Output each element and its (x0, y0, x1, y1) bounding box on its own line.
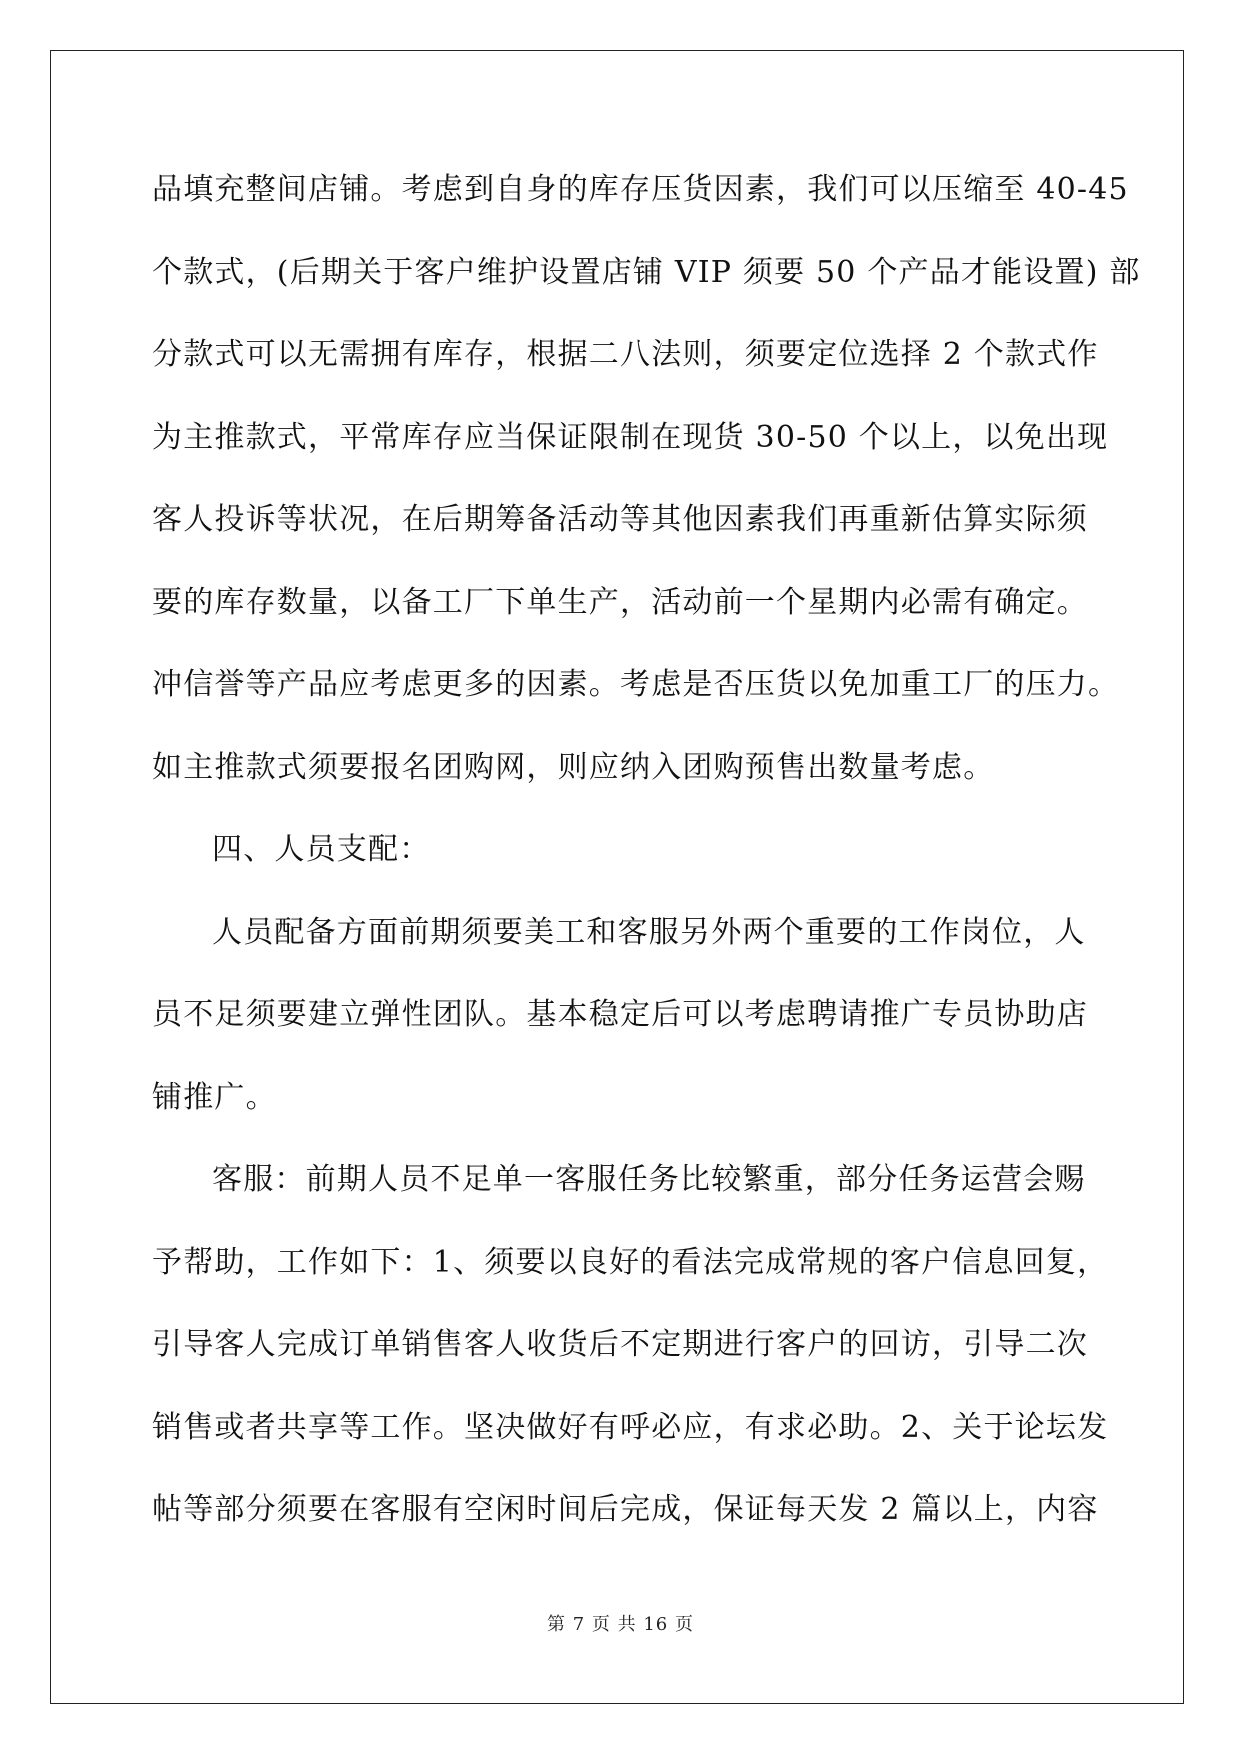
text-line: 人员配备方面前期须要美工和客服另外两个重要的工作岗位，人 (212, 914, 1086, 950)
text-line: 要的库存数量，以备工厂下单生产，活动前一个星期内必需有确定。 (152, 584, 1088, 620)
text-line: 员不足须要建立弹性团队。基本稳定后可以考虑聘请推广专员协助店 (152, 997, 1088, 1032)
text-line: 予帮助，工作如下：1、须要以良好的看法完成常规的客户信息回复， (152, 1244, 1109, 1280)
text-line: 销售或者共享等工作。坚决做好有呼必应，有求必助。2、关于论坛发 (152, 1409, 1109, 1445)
text-line: 客人投诉等状况，在后期筹备活动等其他因素我们再重新估算实际须 (152, 502, 1088, 537)
text-line: 如主推款式须要报名团购网，则应纳入团购预售出数量考虑。 (152, 749, 995, 785)
text-line: 个款式，(后期关于客户维护设置店铺 VIP 须要 50 个产品才能设置) 部 (152, 254, 1141, 290)
text-line: 引导客人完成订单销售客人收货后不定期进行客户的回访，引导二次 (152, 1327, 1088, 1362)
page-number-footer: 第 7 页 共 16 页 (547, 1614, 694, 1635)
text-line: 为主推款式，平常库存应当保证限制在现货 30-50 个以上，以免出现 (152, 419, 1109, 455)
text-line: 铺推广。 (152, 1079, 277, 1115)
text-line: 分款式可以无需拥有库存，根据二八法则，须要定位选择 2 个款式作 (152, 337, 1099, 372)
text-line: 客服：前期人员不足单一客服任务比较繁重，部分任务运营会赐 (212, 1162, 1086, 1197)
text-line: 品填充整间店铺。考虑到自身的库存压货因素，我们可以压缩至 40-45 (152, 172, 1129, 207)
text-line: 冲信誉等产品应考虑更多的因素。考虑是否压货以免加重工厂的压力。 (152, 667, 1120, 702)
text-line: 帖等部分须要在客服有空闲时间后完成，保证每天发 2 篇以上，内容 (152, 1492, 1099, 1527)
document-body (152, 165, 1141, 1568)
section-heading: 四、人员支配： (212, 832, 431, 867)
